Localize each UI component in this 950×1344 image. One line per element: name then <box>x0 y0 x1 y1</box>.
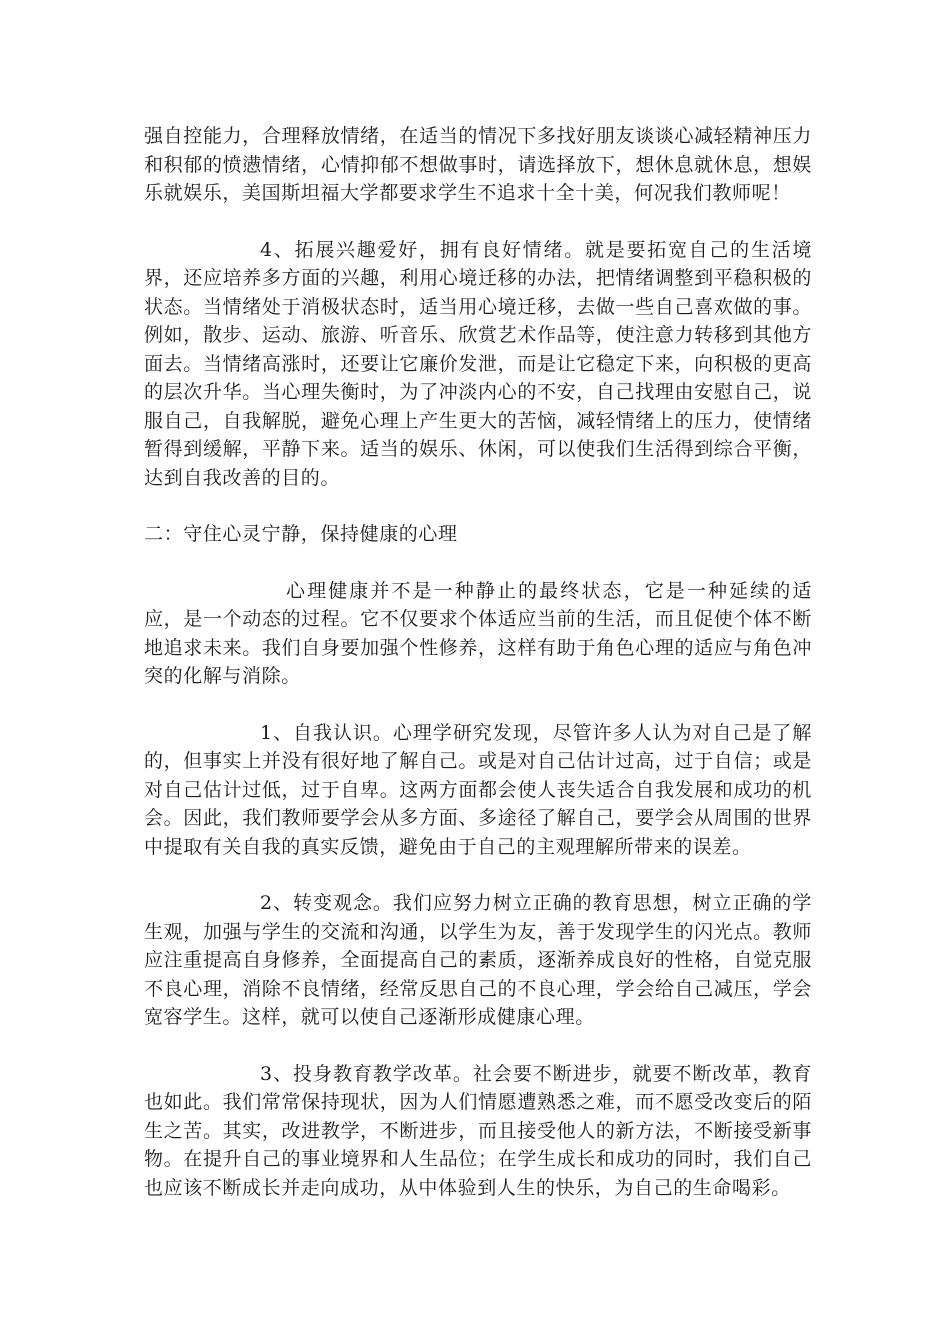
paragraph-item-2: 2、转变观念。我们应努力树立正确的教育思想，树立正确的学生观，加强与学生的交流和沟通，以学生为友，善于发现学生的闪光点。教师应注重提高自身修养，全面提高自己的素质，逐渐养成良好的性格，自觉克服不良心理，消除不良情绪，经常反思自己的不良心理，学会给自己减压，学会宽容学生。这样，就可以使自己逐渐形成健康心理。 <box>144 892 812 1028</box>
paragraph-continued: 强自控能力，合理释放情绪，在适当的情况下多找好朋友谈谈心减轻精神压力和积郁的愤懑情绪，心情抑郁不想做事时，请选择放下，想休息就休息，想娱乐就娱乐，美国斯坦福大学都要求学生不追求十全十美，何况我们教师呢！ <box>144 125 812 204</box>
paragraph-item-3: 3、投身教育教学改革。社会要不断进步，就要不断改革，教育也如此。我们常常保持现状，因为人们情愿遭熟悉之难，而不愿受改变后的陌生之苦。其实，改进教学，不断进步，而且接受他人的新方法，不断接受新事物。在提升自己的事业境界和人生品位；在学生成长和成功的同时，我们自己也应该不断成长并走向成功，从中体验到人生的快乐，为自己的生命喝彩。 <box>144 1062 812 1199</box>
paragraph-section-intro: 心理健康并不是一种静止的最终状态，它是一种延续的适应，是一个动态的过程。它不仅要求个体适应当前的生活，而且促使个体不断地追求未来。我们自身要加强个性修养，这样有助于角色心理的适应与角色冲突的化解与消除。 <box>144 579 812 687</box>
document-body <box>144 122 812 1230</box>
paragraph-item-1: 1、自我认识。心理学研究发现，尽管许多人认为对自己是了解的，但事实上并没有很好地了解自己。或是对自己估计过高，过于自信；或是对自己估计过低，过于自卑。这两方面都会使人丧失适合自我发展和成功的机会。因此，我们教师要学会从多方面、多途径了解自己，要学会从周围的世界中提取有关自我的真实反馈，避免由于自己的主观理解所带来的误差。 <box>144 721 812 858</box>
section-heading-2: 二：守住心灵宁静，保持健康的心理 <box>144 523 458 545</box>
paragraph-item-4: 4、拓展兴趣爱好，拥有良好情绪。就是要拓宽自己的生活境界，还应培养多方面的兴趣，利用心境迁移的办法，把情绪调整到平稳积极的状态。当情绪处于消极状态时，适当用心境迁移，去做一些自己喜欢做的事。例如，散步、运动、旅游、听音乐、欣赏艺术作品等，使注意力转移到其他方面去。当情绪高涨时，还要让它廉价发泄，而是让它稳定下来，向积极的更高的层次升华。当心理失衡时，为了冲淡内心的不安，自己找理由安慰自己，说服自己，自我解脱，避免心理上产生更大的苦恼，减轻情绪上的压力，使情绪暂得到缓解，平静下来。适当的娱乐、休闲，可以使我们生活得到综合平衡，达到自我改善的目的。 <box>144 238 812 489</box>
